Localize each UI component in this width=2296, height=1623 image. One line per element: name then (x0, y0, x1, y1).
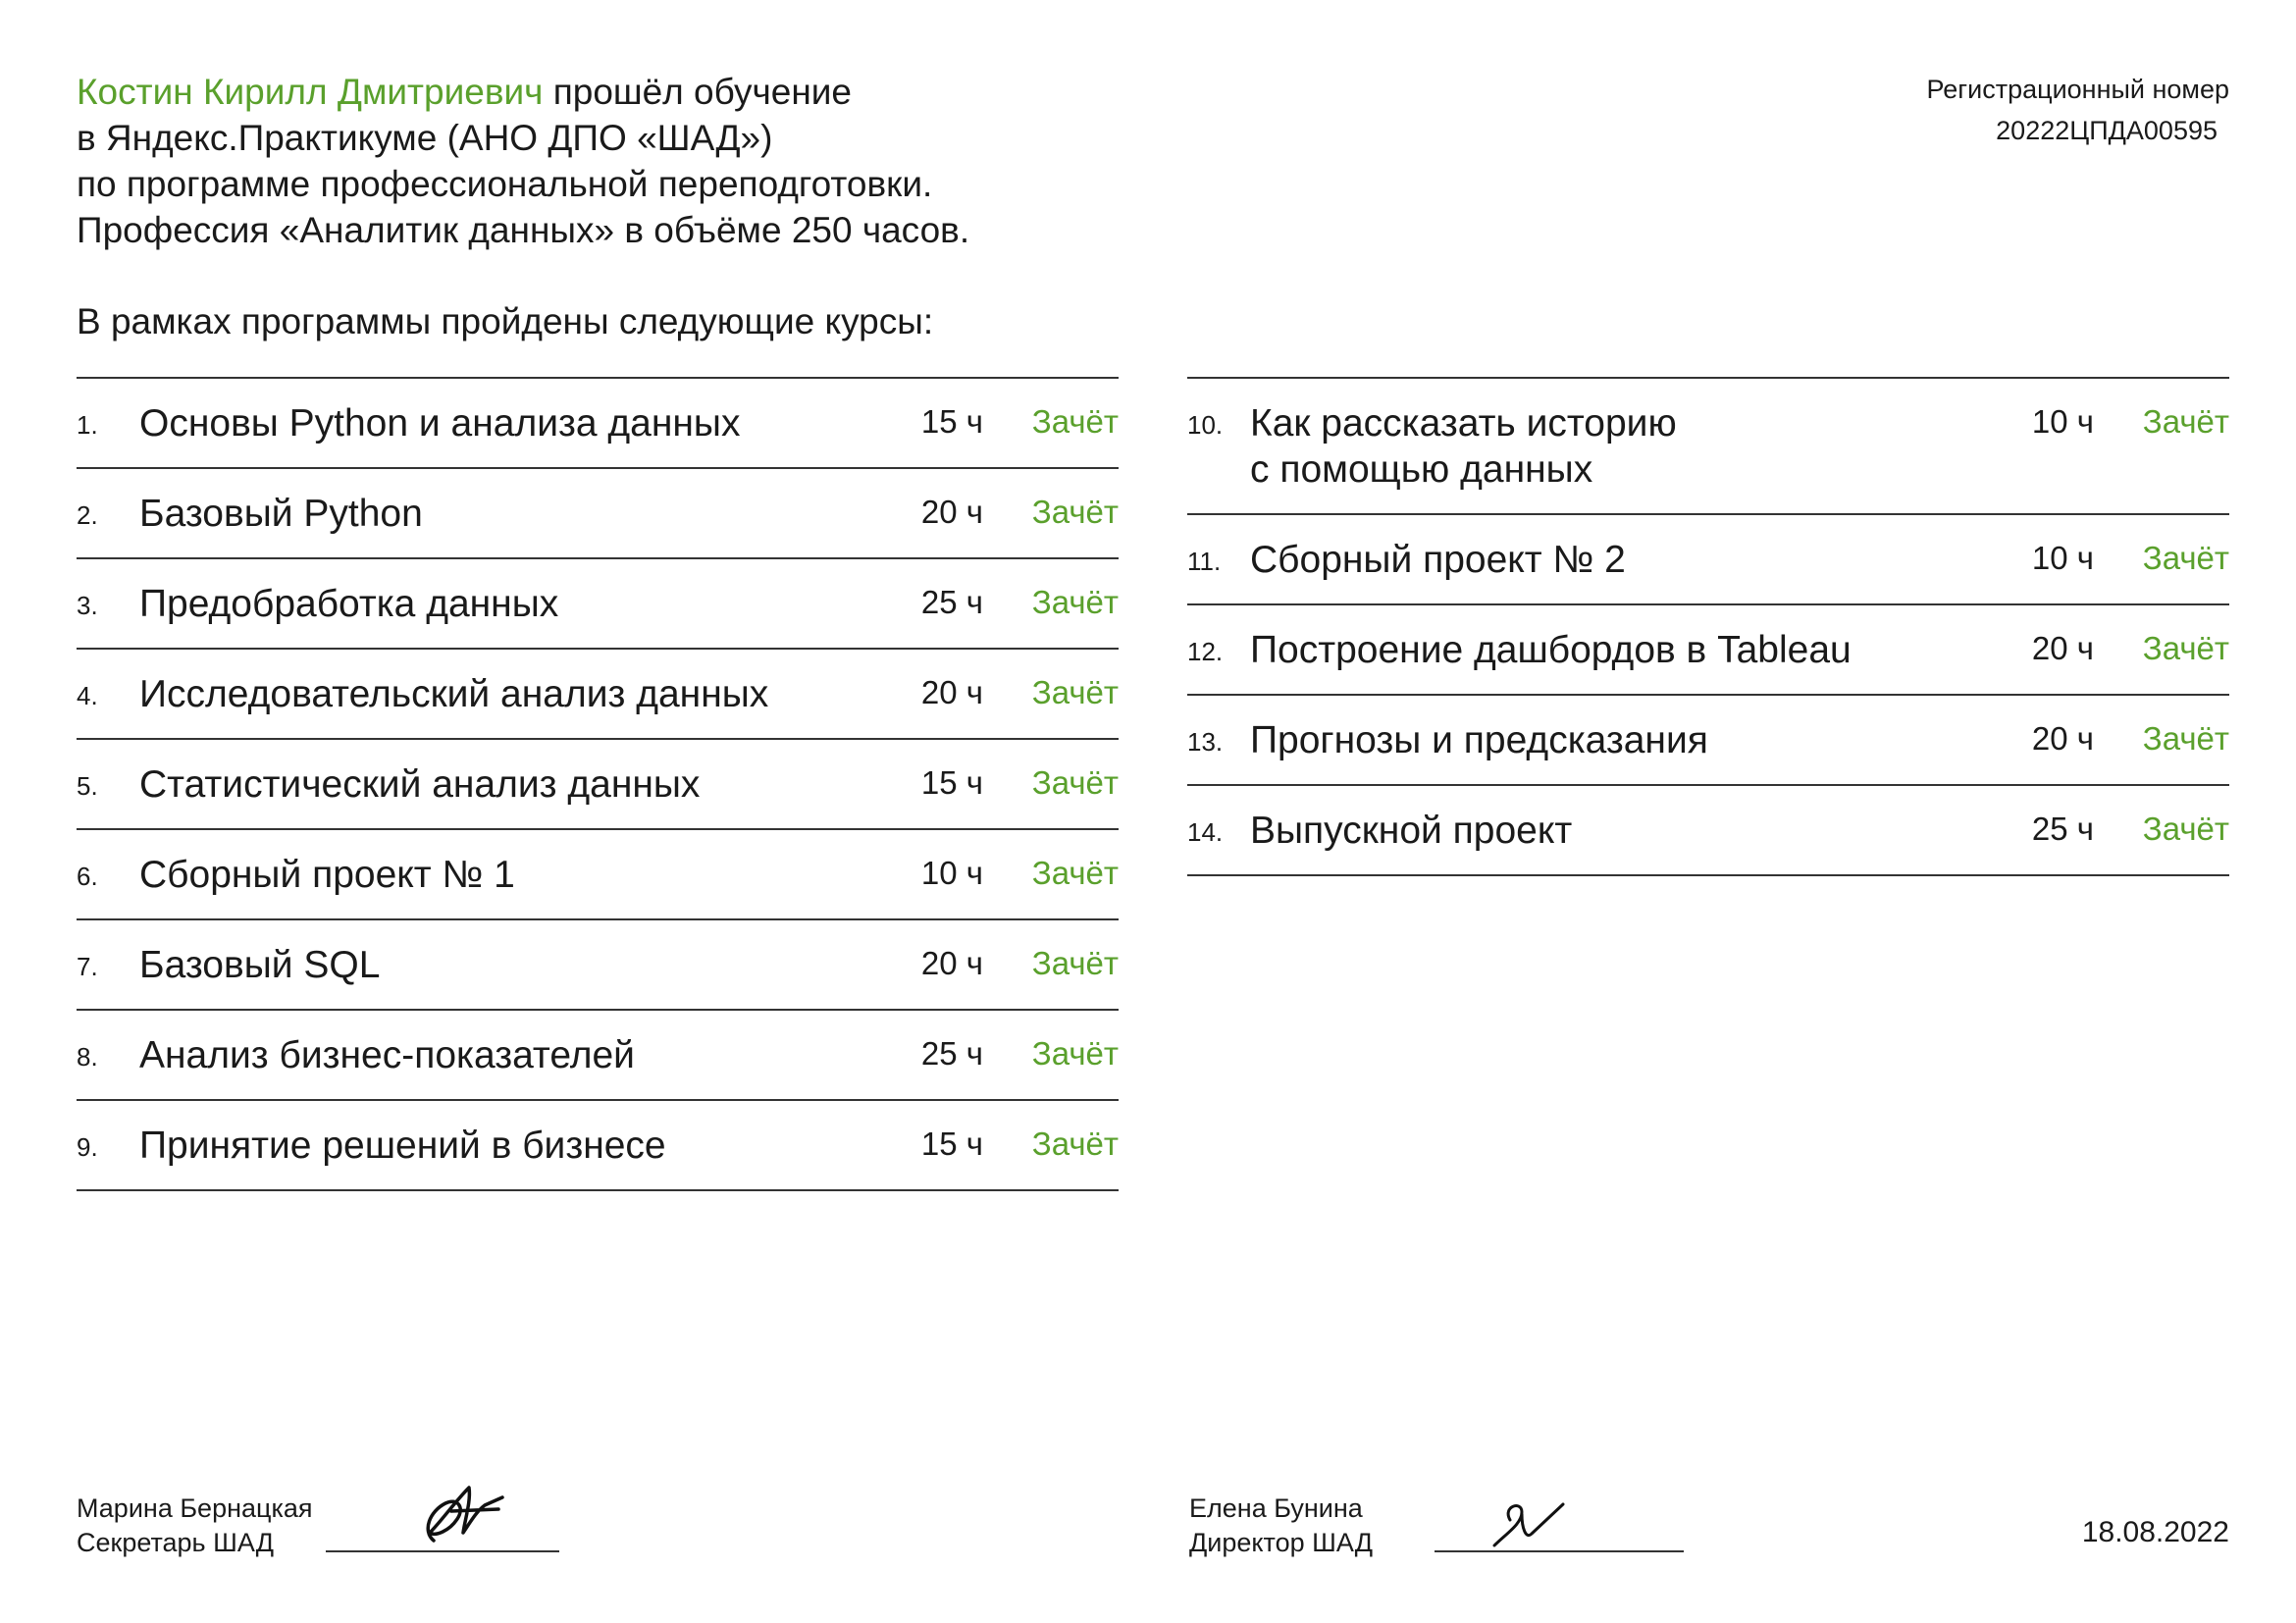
course-row (1187, 786, 2229, 876)
secretary-signature-line (326, 1550, 559, 1552)
course-hours: 10 ч (2031, 540, 2094, 576)
course-number: 4. (77, 681, 98, 710)
course-title: Сборный проект № 1 (139, 854, 515, 896)
secretary-signature-block (77, 1492, 313, 1560)
course-number: 11. (1187, 547, 1222, 576)
course-hours: 20 ч (2031, 630, 2094, 666)
course-title: Выпускной проект (1250, 810, 1573, 852)
course-grade: Зачёт (2142, 403, 2229, 440)
course-hours: 10 ч (2031, 403, 2094, 440)
director-signature-icon (1487, 1496, 1575, 1555)
course-grade: Зачёт (1031, 674, 1119, 710)
course-hours: 20 ч (920, 945, 983, 981)
courses-list-left (77, 377, 1119, 1191)
course-title: Сборный проект № 2 (1250, 539, 1626, 581)
registration-label: Регистрационный номер (1926, 75, 2229, 104)
course-hours: 15 ч (920, 764, 983, 801)
course-row (77, 379, 1119, 469)
course-grade: Зачёт (1031, 855, 1119, 891)
course-title: Построение дашбордов в Tableau (1250, 629, 1852, 671)
course-hours: 20 ч (920, 494, 983, 530)
course-hours: 25 ч (920, 1035, 983, 1072)
intro-line-2: в Яндекс.Практикуме (АНО ДПО «ШАД») (77, 118, 773, 158)
course-hours: 15 ч (920, 403, 983, 440)
course-number: 2. (77, 500, 98, 530)
course-title-line-1: Как рассказать историю (1250, 402, 1677, 445)
course-hours: 25 ч (2031, 811, 2094, 847)
course-number: 8. (77, 1042, 98, 1072)
course-title-line-2: с помощью данных (1250, 448, 1593, 491)
course-row (1187, 605, 2229, 696)
course-hours: 15 ч (920, 1126, 983, 1162)
course-number: 9. (77, 1132, 98, 1162)
course-row (1187, 696, 2229, 786)
course-number: 5. (77, 771, 98, 801)
course-grade: Зачёт (2142, 720, 2229, 757)
secretary-title: Секретарь ШАД (77, 1528, 275, 1557)
director-name: Елена Бунина (1189, 1493, 1363, 1523)
director-signature-block (1189, 1492, 1373, 1560)
course-hours: 10 ч (920, 855, 983, 891)
course-number: 10. (1187, 410, 1224, 440)
secretary-signature-icon (412, 1472, 510, 1550)
course-title (1250, 400, 1996, 493)
course-grade: Зачёт (1031, 1035, 1119, 1072)
course-row (77, 1011, 1119, 1101)
course-number: 14. (1187, 817, 1224, 847)
certificate-intro (77, 69, 969, 253)
course-title: Анализ бизнес-показателей (139, 1034, 635, 1076)
course-hours: 25 ч (920, 584, 983, 620)
course-row (1187, 515, 2229, 605)
course-row (77, 1101, 1119, 1191)
course-grade: Зачёт (1031, 403, 1119, 440)
course-row (77, 830, 1119, 920)
course-row (77, 559, 1119, 650)
course-number: 1. (77, 410, 98, 440)
course-number: 6. (77, 862, 98, 891)
course-row (1187, 379, 2229, 515)
course-title: Прогнозы и предсказания (1250, 719, 1708, 761)
course-number: 7. (77, 952, 98, 981)
course-grade: Зачёт (1031, 584, 1119, 620)
intro-line-1 (77, 69, 969, 115)
intro-line-3: по программе профессиональной переподготовки. (77, 164, 933, 204)
secretary-name: Марина Бернацкая (77, 1493, 313, 1523)
course-grade: Зачёт (1031, 945, 1119, 981)
courses-heading: В рамках программы пройдены следующие курсы: (77, 301, 934, 341)
course-row (77, 650, 1119, 740)
course-grade: Зачёт (2142, 811, 2229, 847)
course-title: Базовый Python (139, 493, 423, 535)
intro-line-4: Профессия «Аналитик данных» в объёме 250 часов. (77, 210, 970, 250)
course-hours: 20 ч (2031, 720, 2094, 757)
course-title: Основы Python и анализа данных (139, 402, 741, 445)
course-title: Статистический анализ данных (139, 763, 701, 806)
course-row (77, 740, 1119, 830)
registration-block (1739, 69, 2229, 151)
director-title: Директор ШАД (1189, 1528, 1374, 1557)
course-title: Принятие решений в бизнесе (139, 1125, 666, 1167)
course-number: 13. (1187, 727, 1224, 757)
course-title: Предобработка данных (139, 583, 559, 625)
course-row (77, 469, 1119, 559)
registration-number: 20222ЦПДА00595 (1996, 116, 2218, 145)
course-grade: Зачёт (1031, 1126, 1119, 1162)
courses-list-right (1187, 377, 2229, 876)
course-grade: Зачёт (2142, 540, 2229, 576)
intro-line-1-rest: прошёл обучение (543, 72, 853, 112)
issue-date: 18.08.2022 (2081, 1516, 2229, 1548)
student-name: Костин Кирилл Дмитриевич (77, 72, 544, 112)
course-number: 12. (1187, 637, 1224, 666)
course-hours: 20 ч (920, 674, 983, 710)
course-row (77, 920, 1119, 1011)
course-grade: Зачёт (2142, 630, 2229, 666)
course-grade: Зачёт (1031, 494, 1119, 530)
course-title: Базовый SQL (139, 944, 381, 986)
course-title: Исследовательский анализ данных (139, 673, 769, 715)
course-grade: Зачёт (1031, 764, 1119, 801)
course-number: 3. (77, 591, 98, 620)
